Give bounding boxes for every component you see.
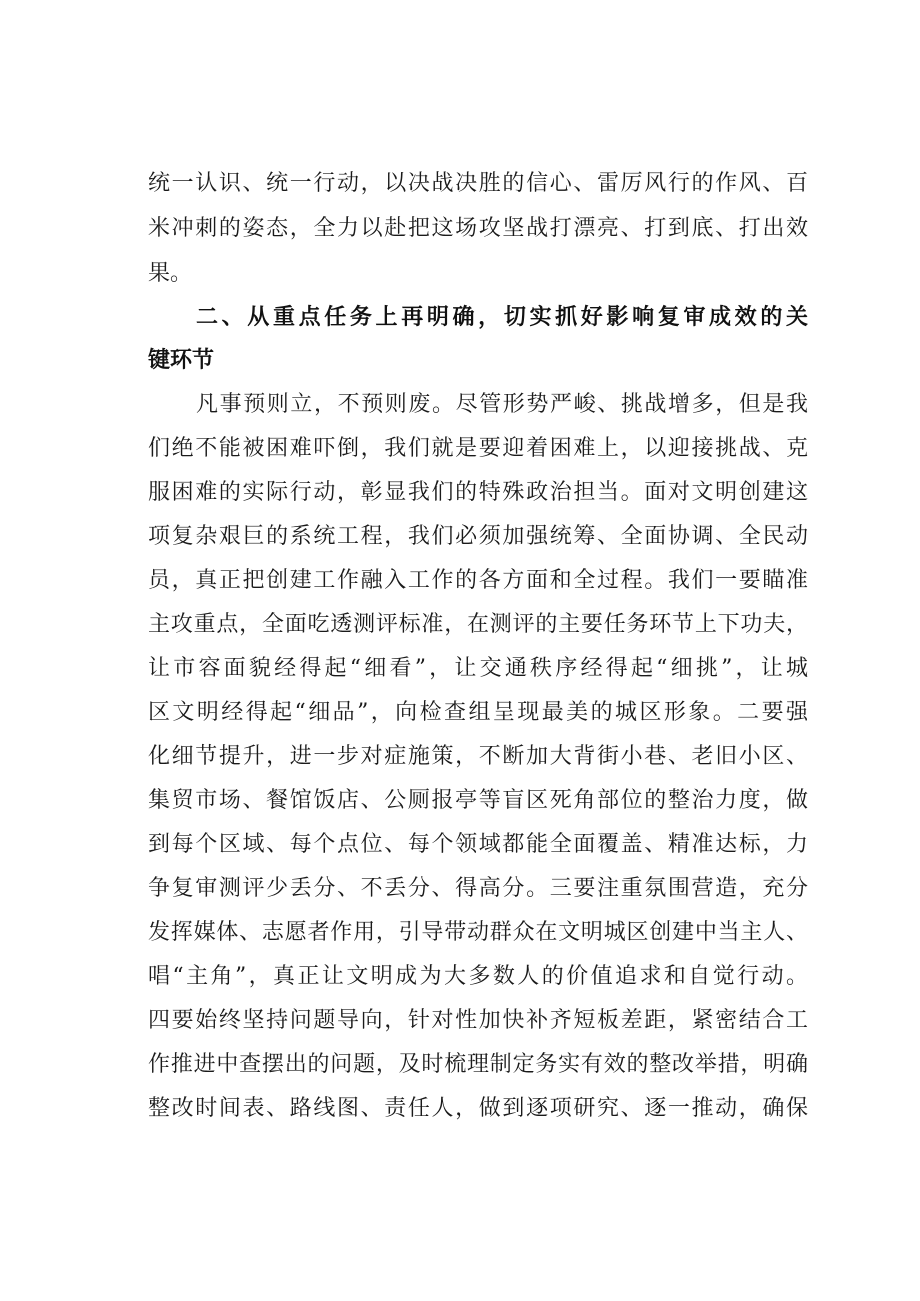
paragraph-line: 整改时间表、路线图、责任人，做到逐项研究、逐一推动，确保	[148, 1096, 808, 1121]
paragraph-line: 统一认识、统一行动，以决战决胜的信心、雷厉风行的作风、百	[148, 171, 808, 196]
paragraph-line: 作推进中查摆出的问题，及时梳理制定务实有效的整改举措，明确	[148, 1052, 808, 1077]
paragraph-line: 凡事预则立，不预则废。尽管形势严峻、挑战增多，但是我	[196, 392, 808, 417]
paragraph-line: 项复杂艰巨的系统工程，我们必须加强统筹、全面协调、全民动	[148, 524, 808, 549]
paragraph-line: 到每个区域、每个点位、每个领域都能全面覆盖、精准达标，力	[148, 832, 808, 857]
paragraph-line: 们绝不能被困难吓倒，我们就是要迎着困难上，以迎接挑战、克	[148, 436, 808, 461]
paragraph-line: 员，真正把创建工作融入工作的各方面和全过程。我们一要瞄准	[148, 568, 808, 593]
paragraph-line: 集贸市场、餐馆饭店、公厕报亭等盲区死角部位的整治力度，做	[148, 788, 808, 813]
paragraph-line: 米冲刺的姿态，全力以赴把这场攻坚战打漂亮、打到底、打出效	[148, 216, 808, 241]
paragraph-line: 区文明经得起“细品”，向检查组呈现最美的城区形象。二要强	[148, 700, 808, 725]
paragraph-line: 让市容面貌经得起“细看”，让交通秩序经得起“细挑”，让城	[148, 656, 808, 681]
paragraph-line: 发挥媒体、志愿者作用，引导带动群众在文明城区创建中当主人、	[148, 920, 808, 945]
paragraph-line: 唱“主角”，真正让文明成为大多数人的价值追求和自觉行动。	[148, 964, 808, 989]
paragraph-line: 争复审测评少丢分、不丢分、得高分。三要注重氛围营造，充分	[148, 876, 808, 901]
section-heading-continuation: 键环节	[148, 348, 215, 373]
paragraph-line: 果。	[148, 261, 193, 286]
paragraph-line: 四要始终坚持问题导向，针对性加快补齐短板差距，紧密结合工	[148, 1008, 808, 1033]
paragraph-line: 主攻重点，全面吃透测评标准，在测评的主要任务环节上下功夫，	[148, 612, 808, 637]
paragraph-line: 服困难的实际行动，彰显我们的特殊政治担当。面对文明创建这	[148, 480, 808, 505]
section-heading: 二、从重点任务上再明确，切实抓好影响复审成效的关	[196, 305, 808, 330]
paragraph-line: 化细节提升，进一步对症施策，不断加大背街小巷、老旧小区、	[148, 744, 808, 769]
